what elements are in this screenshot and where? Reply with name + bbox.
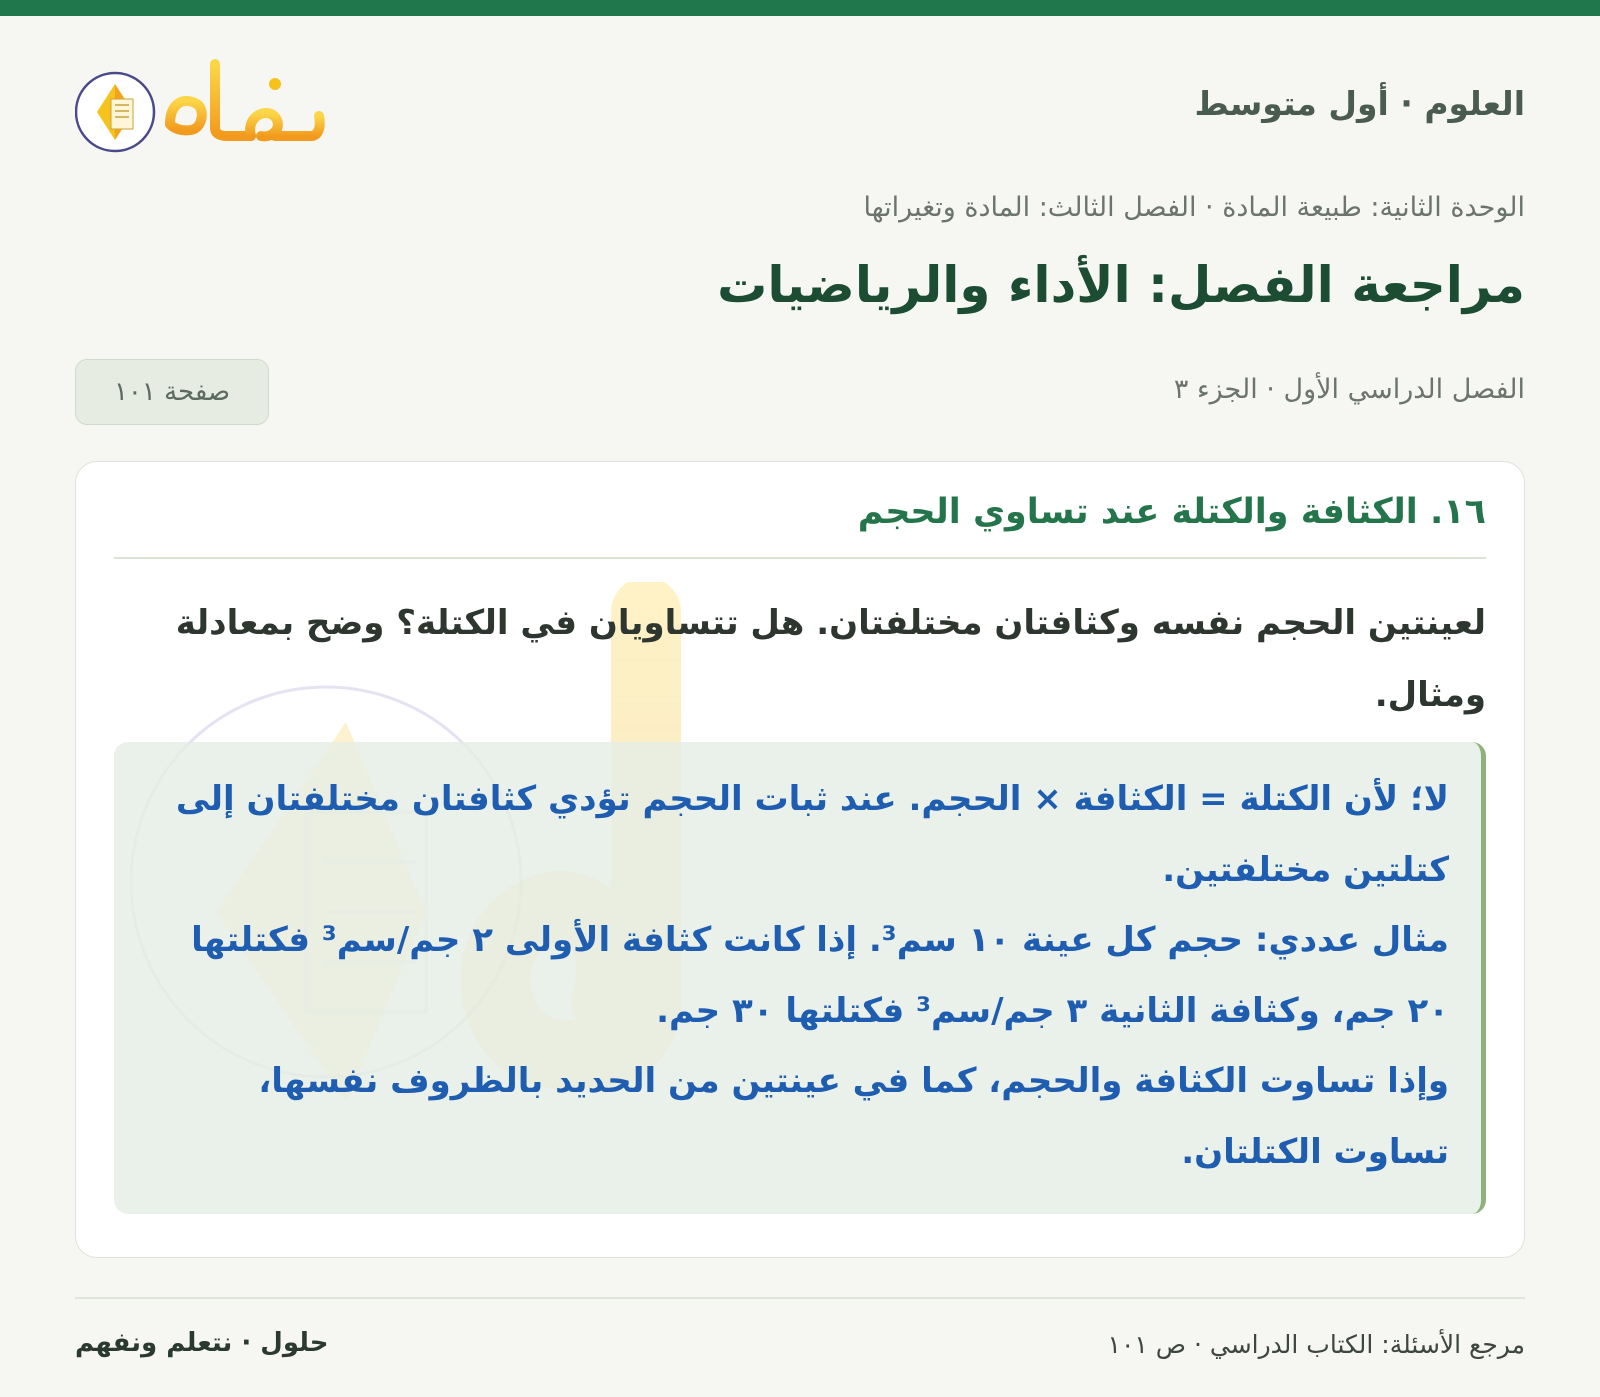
- page-number-badge[interactable]: صفحة ١٠١: [75, 359, 269, 425]
- question-card: [75, 461, 1525, 1258]
- question-text: لعينتين الحجم نفسه وكثافتان مختلفتان. هل تتساويان في الكتلة؟ وضح بمعادلة ومثال.: [175, 603, 1486, 715]
- subject-heading: العلوم · أول متوسط: [1194, 84, 1525, 123]
- footer-brand[interactable]: حلول · نتعلم ونفهم: [75, 1328, 329, 1358]
- page-title: مراجعة الفصل: الأداء والرياضيات: [717, 256, 1525, 314]
- answer-example: مثال عددي: حجم كل عينة ١٠ سم³. إذا كانت كثافة الأولى ٢ جم/سم³ فكتلتها ٢٠ جم، وكثافة الثانية ٣ جم/سم³ فكتلتها ٣٠ جم.: [191, 920, 1449, 1031]
- question-title: ١٦. الكثافة والكتلة عند تساوي الحجم: [857, 492, 1486, 532]
- answer-text: [174, 764, 1449, 1187]
- footer-divider: [75, 1297, 1525, 1299]
- answer-paragraph: لا؛ لأن الكتلة = الكثافة × الحجم. عند ثبات الحجم تؤدي كثافتان مختلفتان إلى كتلتين مختلفتين.: [175, 779, 1449, 890]
- unit-breadcrumb: الوحدة الثانية: طبيعة المادة · الفصل الثالث: المادة وتغيراتها: [863, 192, 1525, 223]
- hulul-logo[interactable]: [75, 54, 335, 154]
- question-divider: [114, 557, 1486, 559]
- header: [75, 54, 1525, 154]
- page-content: [75, 16, 1525, 1397]
- top-accent-bar: [0, 0, 1600, 16]
- answer-box: [114, 742, 1486, 1214]
- answer-conclusion: وإذا تساوت الكثافة والحجم، كما في عينتين من الحديد بالظروف نفسها، تساوت الكتلتان.: [258, 1061, 1449, 1172]
- term-info: الفصل الدراسي الأول · الجزء ٣: [1173, 374, 1525, 405]
- footer-reference: مرجع الأسئلة: الكتاب الدراسي · ص ١٠١: [1107, 1330, 1525, 1359]
